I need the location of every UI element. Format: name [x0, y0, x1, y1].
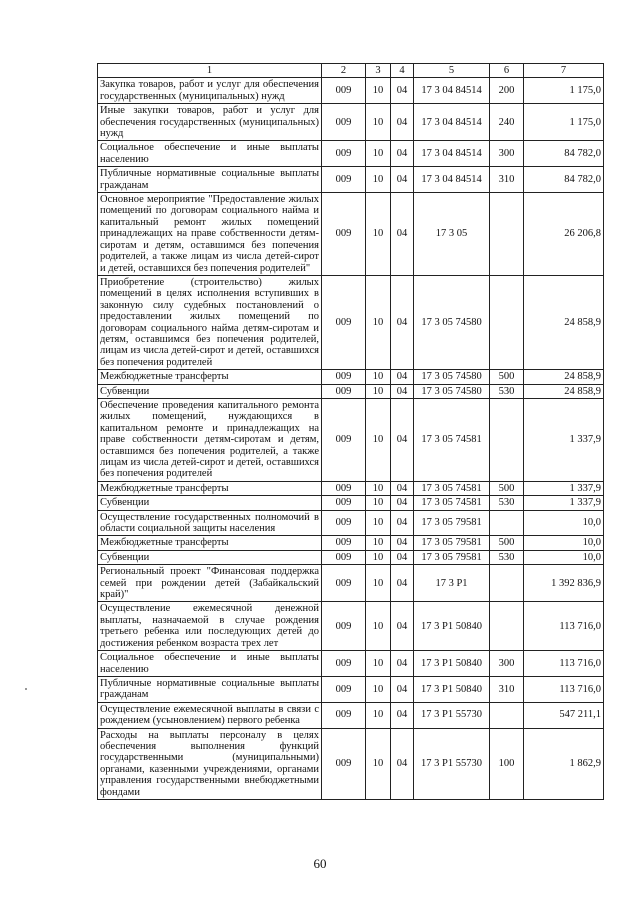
expense-type-cell — [490, 702, 524, 728]
admin-code-cell: 009 — [322, 193, 366, 276]
amount-cell: 547 211,1 — [524, 702, 604, 728]
admin-code-cell: 009 — [322, 550, 366, 564]
amount-cell: 1 337,9 — [524, 481, 604, 495]
table-row — [98, 104, 604, 141]
section-cell: 10 — [366, 602, 391, 651]
table-row — [98, 384, 604, 398]
target-article-cell: 17 3 P1 55730 — [414, 728, 490, 799]
row-name-cell: Закупка товаров, работ и услуг для обеспечения государственных (муниципальных) нужд — [98, 78, 322, 104]
scan-speck — [25, 688, 27, 690]
expense-type-cell — [490, 398, 524, 481]
table-row — [98, 536, 604, 550]
target-article-cell: 17 3 04 84514 — [414, 104, 490, 141]
amount-cell: 24 858,9 — [524, 370, 604, 384]
expense-type-cell — [490, 602, 524, 651]
row-name-cell: Субвенции — [98, 384, 322, 398]
admin-code-cell: 009 — [322, 651, 366, 677]
amount-cell: 1 175,0 — [524, 78, 604, 104]
subsection-cell: 04 — [391, 167, 414, 193]
subsection-cell: 04 — [391, 651, 414, 677]
admin-code-cell: 009 — [322, 104, 366, 141]
admin-code-cell: 009 — [322, 481, 366, 495]
table-body — [98, 64, 604, 800]
subsection-cell: 04 — [391, 481, 414, 495]
expense-type-cell: 310 — [490, 676, 524, 702]
row-name-cell: Иные закупки товаров, работ и услуг для обеспечения государственных (муниципальных) нужд — [98, 104, 322, 141]
section-cell: 10 — [366, 275, 391, 369]
amount-cell: 113 716,0 — [524, 676, 604, 702]
header-cell: 1 — [98, 64, 322, 78]
expense-type-cell: 500 — [490, 370, 524, 384]
target-article-cell: 17 3 04 84514 — [414, 167, 490, 193]
target-article-cell: 17 3 05 79581 — [414, 550, 490, 564]
page-number: 60 — [313, 856, 327, 871]
table-row — [98, 510, 604, 536]
target-article-cell: 17 3 05 74580 — [414, 275, 490, 369]
subsection-cell: 04 — [391, 398, 414, 481]
expense-type-cell — [490, 565, 524, 602]
section-cell: 10 — [366, 384, 391, 398]
row-name-cell: Осуществление ежемесячной денежной выплаты, назначаемой в случае рождения третьего ребенка или последующих детей до достижения ребенком возраста трех лет — [98, 602, 322, 651]
target-article-cell: 17 3 05 74581 — [414, 398, 490, 481]
table-row — [98, 275, 604, 369]
section-cell: 10 — [366, 481, 391, 495]
row-name-cell: Расходы на выплаты персоналу в целях обеспечения выполнения функций государственными (муниципальными) органами, казенными учреждениями, органами управления государственными внебюджетными фондами — [98, 728, 322, 799]
row-name-cell: Межбюджетные трансферты — [98, 370, 322, 384]
admin-code-cell: 009 — [322, 565, 366, 602]
section-cell: 10 — [366, 565, 391, 602]
target-article-cell: 17 3 05 74580 — [414, 384, 490, 398]
row-name-cell: Приобретение (строительство) жилых помещений в целях исполнения вступивших в законную силу судебных постановлений о предоставлении жилых помещений по договорам социального найма детям-сиротам и детям, оставшимся без попечения родителей, лицам из числа детей-сирот и детей, оставшихся без попечения родителей — [98, 275, 322, 369]
table-row — [98, 728, 604, 799]
target-article-cell: 17 3 04 84514 — [414, 141, 490, 167]
admin-code-cell: 009 — [322, 728, 366, 799]
admin-code-cell: 009 — [322, 384, 366, 398]
section-cell: 10 — [366, 651, 391, 677]
row-name-cell: Осуществление государственных полномочий в области социальной защиты населения — [98, 510, 322, 536]
row-name-cell: Межбюджетные трансферты — [98, 536, 322, 550]
row-name-cell: Основное мероприятие "Предоставление жилых помещений по договорам социального найма и капитальный ремонт жилых помещений принадлежащих на праве собственности детям-сиротам и детям, оставшимся без попечения родителей, а также лицам из числа детей-сирот и детей, оставшихся без попечения родителей" — [98, 193, 322, 276]
amount-cell: 1 175,0 — [524, 104, 604, 141]
row-name-cell: Межбюджетные трансферты — [98, 481, 322, 495]
subsection-cell: 04 — [391, 78, 414, 104]
amount-cell: 24 858,9 — [524, 384, 604, 398]
subsection-cell: 04 — [391, 728, 414, 799]
expense-type-cell: 310 — [490, 167, 524, 193]
row-name-cell: Публичные нормативные социальные выплаты гражданам — [98, 676, 322, 702]
target-article-cell: 17 3 05 79581 — [414, 536, 490, 550]
expense-type-cell — [490, 275, 524, 369]
target-article-cell: 17 3 P1 50840 — [414, 602, 490, 651]
expense-type-cell: 240 — [490, 104, 524, 141]
expense-type-cell: 300 — [490, 651, 524, 677]
row-name-cell: Субвенции — [98, 496, 322, 510]
admin-code-cell: 009 — [322, 496, 366, 510]
table-row — [98, 602, 604, 651]
admin-code-cell: 009 — [322, 536, 366, 550]
target-article-cell: 17 3 P1 50840 — [414, 676, 490, 702]
budget-table — [97, 63, 604, 800]
table-row — [98, 702, 604, 728]
row-name-cell: Региональный проект "Финансовая поддержка семей при рождении детей (Забайкальский край)" — [98, 565, 322, 602]
amount-cell: 10,0 — [524, 536, 604, 550]
target-article-cell: 17 3 P1 — [414, 565, 490, 602]
header-cell: 4 — [391, 64, 414, 78]
table-row — [98, 496, 604, 510]
section-cell: 10 — [366, 141, 391, 167]
expense-type-cell: 530 — [490, 384, 524, 398]
subsection-cell: 04 — [391, 496, 414, 510]
section-cell: 10 — [366, 536, 391, 550]
row-name-cell: Обеспечение проведения капитального ремонта жилых помещений, нуждающихся в капитальном ремонте и принадлежащих на праве собственности детям-сиротам и детям, оставшимся без попечения родителей, а также лицам из числа детей-сирот и детей, оставшихся без попечения родителей — [98, 398, 322, 481]
subsection-cell: 04 — [391, 275, 414, 369]
subsection-cell: 04 — [391, 510, 414, 536]
section-cell: 10 — [366, 370, 391, 384]
section-cell: 10 — [366, 193, 391, 276]
subsection-cell: 04 — [391, 193, 414, 276]
section-cell: 10 — [366, 728, 391, 799]
table-row — [98, 78, 604, 104]
admin-code-cell: 009 — [322, 510, 366, 536]
amount-cell: 84 782,0 — [524, 167, 604, 193]
target-article-cell: 17 3 P1 50840 — [414, 651, 490, 677]
section-cell: 10 — [366, 702, 391, 728]
section-cell: 10 — [366, 550, 391, 564]
admin-code-cell: 009 — [322, 702, 366, 728]
table-row — [98, 550, 604, 564]
table-row — [98, 167, 604, 193]
row-name-cell: Субвенции — [98, 550, 322, 564]
amount-cell: 10,0 — [524, 550, 604, 564]
row-name-cell: Социальное обеспечение и иные выплаты населению — [98, 651, 322, 677]
table-row — [98, 398, 604, 481]
row-name-cell: Публичные нормативные социальные выплаты гражданам — [98, 167, 322, 193]
expense-type-cell — [490, 193, 524, 276]
expense-type-cell: 100 — [490, 728, 524, 799]
header-cell: 2 — [322, 64, 366, 78]
section-cell: 10 — [366, 676, 391, 702]
subsection-cell: 04 — [391, 565, 414, 602]
subsection-cell: 04 — [391, 141, 414, 167]
row-name-cell: Социальное обеспечение и иные выплаты населению — [98, 141, 322, 167]
admin-code-cell: 009 — [322, 78, 366, 104]
header-cell: 6 — [490, 64, 524, 78]
section-cell: 10 — [366, 398, 391, 481]
header-row — [98, 64, 604, 78]
header-cell: 5 — [414, 64, 490, 78]
subsection-cell: 04 — [391, 702, 414, 728]
amount-cell: 26 206,8 — [524, 193, 604, 276]
subsection-cell: 04 — [391, 550, 414, 564]
expense-type-cell — [490, 510, 524, 536]
admin-code-cell: 009 — [322, 275, 366, 369]
header-cell: 7 — [524, 64, 604, 78]
row-name-cell: Осуществление ежемесячной выплаты в связи с рождением (усыновлением) первого ребенка — [98, 702, 322, 728]
subsection-cell: 04 — [391, 536, 414, 550]
target-article-cell: 17 3 05 79581 — [414, 510, 490, 536]
subsection-cell: 04 — [391, 370, 414, 384]
section-cell: 10 — [366, 496, 391, 510]
amount-cell: 113 716,0 — [524, 651, 604, 677]
section-cell: 10 — [366, 167, 391, 193]
amount-cell: 1 337,9 — [524, 496, 604, 510]
target-article-cell: 17 3 05 74581 — [414, 496, 490, 510]
table-row — [98, 370, 604, 384]
admin-code-cell: 009 — [322, 167, 366, 193]
admin-code-cell: 009 — [322, 141, 366, 167]
expense-type-cell: 200 — [490, 78, 524, 104]
target-article-cell: 17 3 04 84514 — [414, 78, 490, 104]
admin-code-cell: 009 — [322, 676, 366, 702]
admin-code-cell: 009 — [322, 602, 366, 651]
expense-type-cell: 500 — [490, 481, 524, 495]
amount-cell: 113 716,0 — [524, 602, 604, 651]
amount-cell: 1 392 836,9 — [524, 565, 604, 602]
expense-type-cell: 530 — [490, 550, 524, 564]
header-cell: 3 — [366, 64, 391, 78]
table-row — [98, 651, 604, 677]
section-cell: 10 — [366, 104, 391, 141]
target-article-cell: 17 3 05 74580 — [414, 370, 490, 384]
amount-cell: 1 337,9 — [524, 398, 604, 481]
amount-cell: 10,0 — [524, 510, 604, 536]
table-row — [98, 481, 604, 495]
table-row — [98, 676, 604, 702]
target-article-cell: 17 3 05 74581 — [414, 481, 490, 495]
amount-cell: 24 858,9 — [524, 275, 604, 369]
amount-cell: 84 782,0 — [524, 141, 604, 167]
target-article-cell: 17 3 05 — [414, 193, 490, 276]
table-row — [98, 193, 604, 276]
table-row — [98, 141, 604, 167]
expense-type-cell: 300 — [490, 141, 524, 167]
admin-code-cell: 009 — [322, 370, 366, 384]
section-cell: 10 — [366, 78, 391, 104]
subsection-cell: 04 — [391, 676, 414, 702]
amount-cell: 1 862,9 — [524, 728, 604, 799]
target-article-cell: 17 3 P1 55730 — [414, 702, 490, 728]
subsection-cell: 04 — [391, 384, 414, 398]
expense-type-cell: 530 — [490, 496, 524, 510]
table-row — [98, 565, 604, 602]
admin-code-cell: 009 — [322, 398, 366, 481]
subsection-cell: 04 — [391, 602, 414, 651]
subsection-cell: 04 — [391, 104, 414, 141]
expense-type-cell: 500 — [490, 536, 524, 550]
section-cell: 10 — [366, 510, 391, 536]
